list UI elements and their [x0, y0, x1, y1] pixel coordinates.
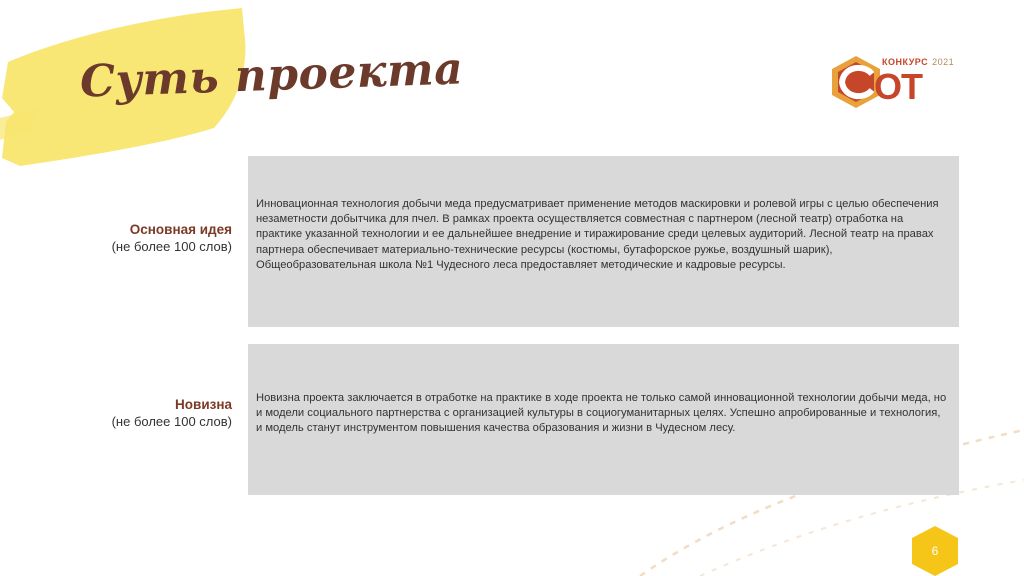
section-title: Основная идея — [129, 222, 232, 237]
section-label-novelty — [112, 397, 232, 429]
section-title: Новизна — [175, 397, 232, 412]
logo-year: 2021 — [932, 57, 955, 67]
main-idea-textbox — [248, 156, 959, 327]
main-idea-text: Инновационная технология добычи меда предусматривает применение методов маскировки и ролевой игры с целью обеспечения незаметности добытчика для пчел. В рамках проекта осуществляется совместная с партнером (лесной театр) отработка на практике указанной технологии и ее дальнейшее внедрение и тиражирование среди целевых аудиторий. Лесной театр на правах партнера обеспечивает материально-технические ресурсы (костюмы, бутафорское ружье, воздушный шарик), Общеобразовательная школа №1 Чудесного леса предоставляет методические и кадровые ресурсы. — [256, 198, 939, 271]
page-number: 6 — [931, 544, 939, 558]
logo-mark: ОТ — [874, 66, 922, 107]
section-label-main-idea — [112, 222, 232, 254]
section-sublabel: (не более 100 слов) — [111, 414, 232, 429]
slide-title: Суть проекта — [79, 43, 464, 108]
contest-logo — [826, 52, 966, 112]
logo-contest-label: КОНКУРС 2021 — [882, 57, 955, 67]
novelty-text: Новизна проекта заключается в отработке на практике в ходе проекта не только самой инновационной технологии добычи меда, но и модели социального партнерства с организацией культуры в социогуманитарных целях. Успешно апробированные и технология, и модель станут инструментом повышения качества образования и жизни в Чудесном лесу. — [256, 392, 947, 435]
novelty-textbox — [248, 344, 959, 495]
section-sublabel: (не более 100 слов) — [111, 239, 232, 254]
